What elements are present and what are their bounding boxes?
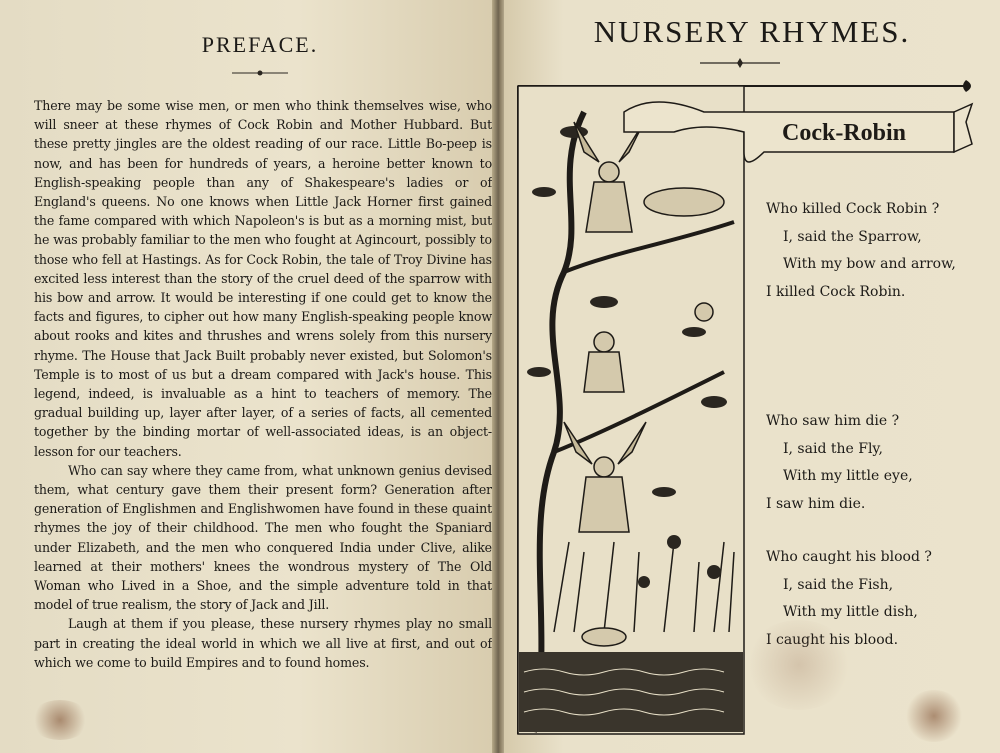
verse-line: Who saw him die ? <box>766 413 900 429</box>
foxing-stain <box>904 690 964 742</box>
preface-paragraph: There may be some wise men, or men who think themselves wise, who will sneer at these rhymes of Cock Robin and Mother Hubbard. But these pretty jingles are the oldest reading of our race. Little Bo-peep is now, and has been for hundreds of years, a heroine better known to English-speaking people than any of Shakespeare's ladies or of England's queens. No one knows when Little Jack Horner first gained the fame compared with which Napoleon's is but as a morning mist, but he was probably familiar to the men who fought at Agincourt, possibly to those who fell at Hastings. As for Cock Robin, the tale of Troy Divine has excited less interest than the story of the cruel deed of the sparrow with his bow and arrow. It would be interesting if one could get to know the facts and figures, to cipher out how many English-speaking people know about rooks and kites and thrushes and wrens solely from this nursery rhyme. The House that Jack Built probably never existed, but Solomon's Temple is to most of us but a dream compared with Jack's house. This legend, indeed, is invaluable as a hint to teachers of memory. The gradual building up, layer after layer, of a series of facts, all cemented together by the binding mortar of well-associated ideas, is an object-lesson for our teachers. <box>34 98 492 459</box>
verse-line: I, said the Fish, <box>783 576 894 593</box>
stanza <box>766 196 996 306</box>
verse-line: I, said the Fly, <box>783 440 883 457</box>
foxing-stain <box>744 620 854 710</box>
title-ornament <box>700 58 780 68</box>
verse-line: With my little eye, <box>783 468 913 484</box>
verse-line: With my bow and arrow, <box>783 256 956 272</box>
verse-line: I caught his blood. <box>766 631 899 648</box>
verse-line: I, said the Sparrow, <box>783 228 922 245</box>
verse-line: With my little dish, <box>783 604 918 620</box>
page-title: NURSERY RHYMES. <box>593 14 911 49</box>
verse-line: I saw him die. <box>766 495 866 512</box>
left-page <box>0 0 496 753</box>
verse-line: Who caught his blood ? <box>766 549 932 565</box>
verse-line: I killed Cock Robin. <box>766 283 906 300</box>
title-ornament <box>232 70 288 76</box>
banner-title: Cock-Robin <box>781 120 907 146</box>
page-title: PREFACE. <box>201 32 319 57</box>
verse-line: Who killed Cock Robin ? <box>766 201 940 217</box>
right-page <box>504 0 1000 753</box>
preface-body <box>34 96 492 672</box>
foxing-stain <box>30 700 90 740</box>
preface-paragraph: Who can say where they came from, what unknown genius devised them, what century gave them their present form? Generation after generation of Englishmen and Englishwomen have found in these quaint rhymes the joy of their childhood. The men who fought the Spaniard under Elizabeth, and the men who conquered India under Clive, alike learned at their mothers' knees the wondrous mystery of The Old Woman who Lived in a Shoe, and the simple adventure told in that model of true realism, the story of Jack and Jill. <box>34 462 492 613</box>
preface-paragraph: Laugh at them if you please, these nursery rhymes play no small part in creating the ideal world in which we all live at first, and out of which we come to build Empires and to found homes. <box>34 616 492 670</box>
stanza <box>766 408 996 518</box>
